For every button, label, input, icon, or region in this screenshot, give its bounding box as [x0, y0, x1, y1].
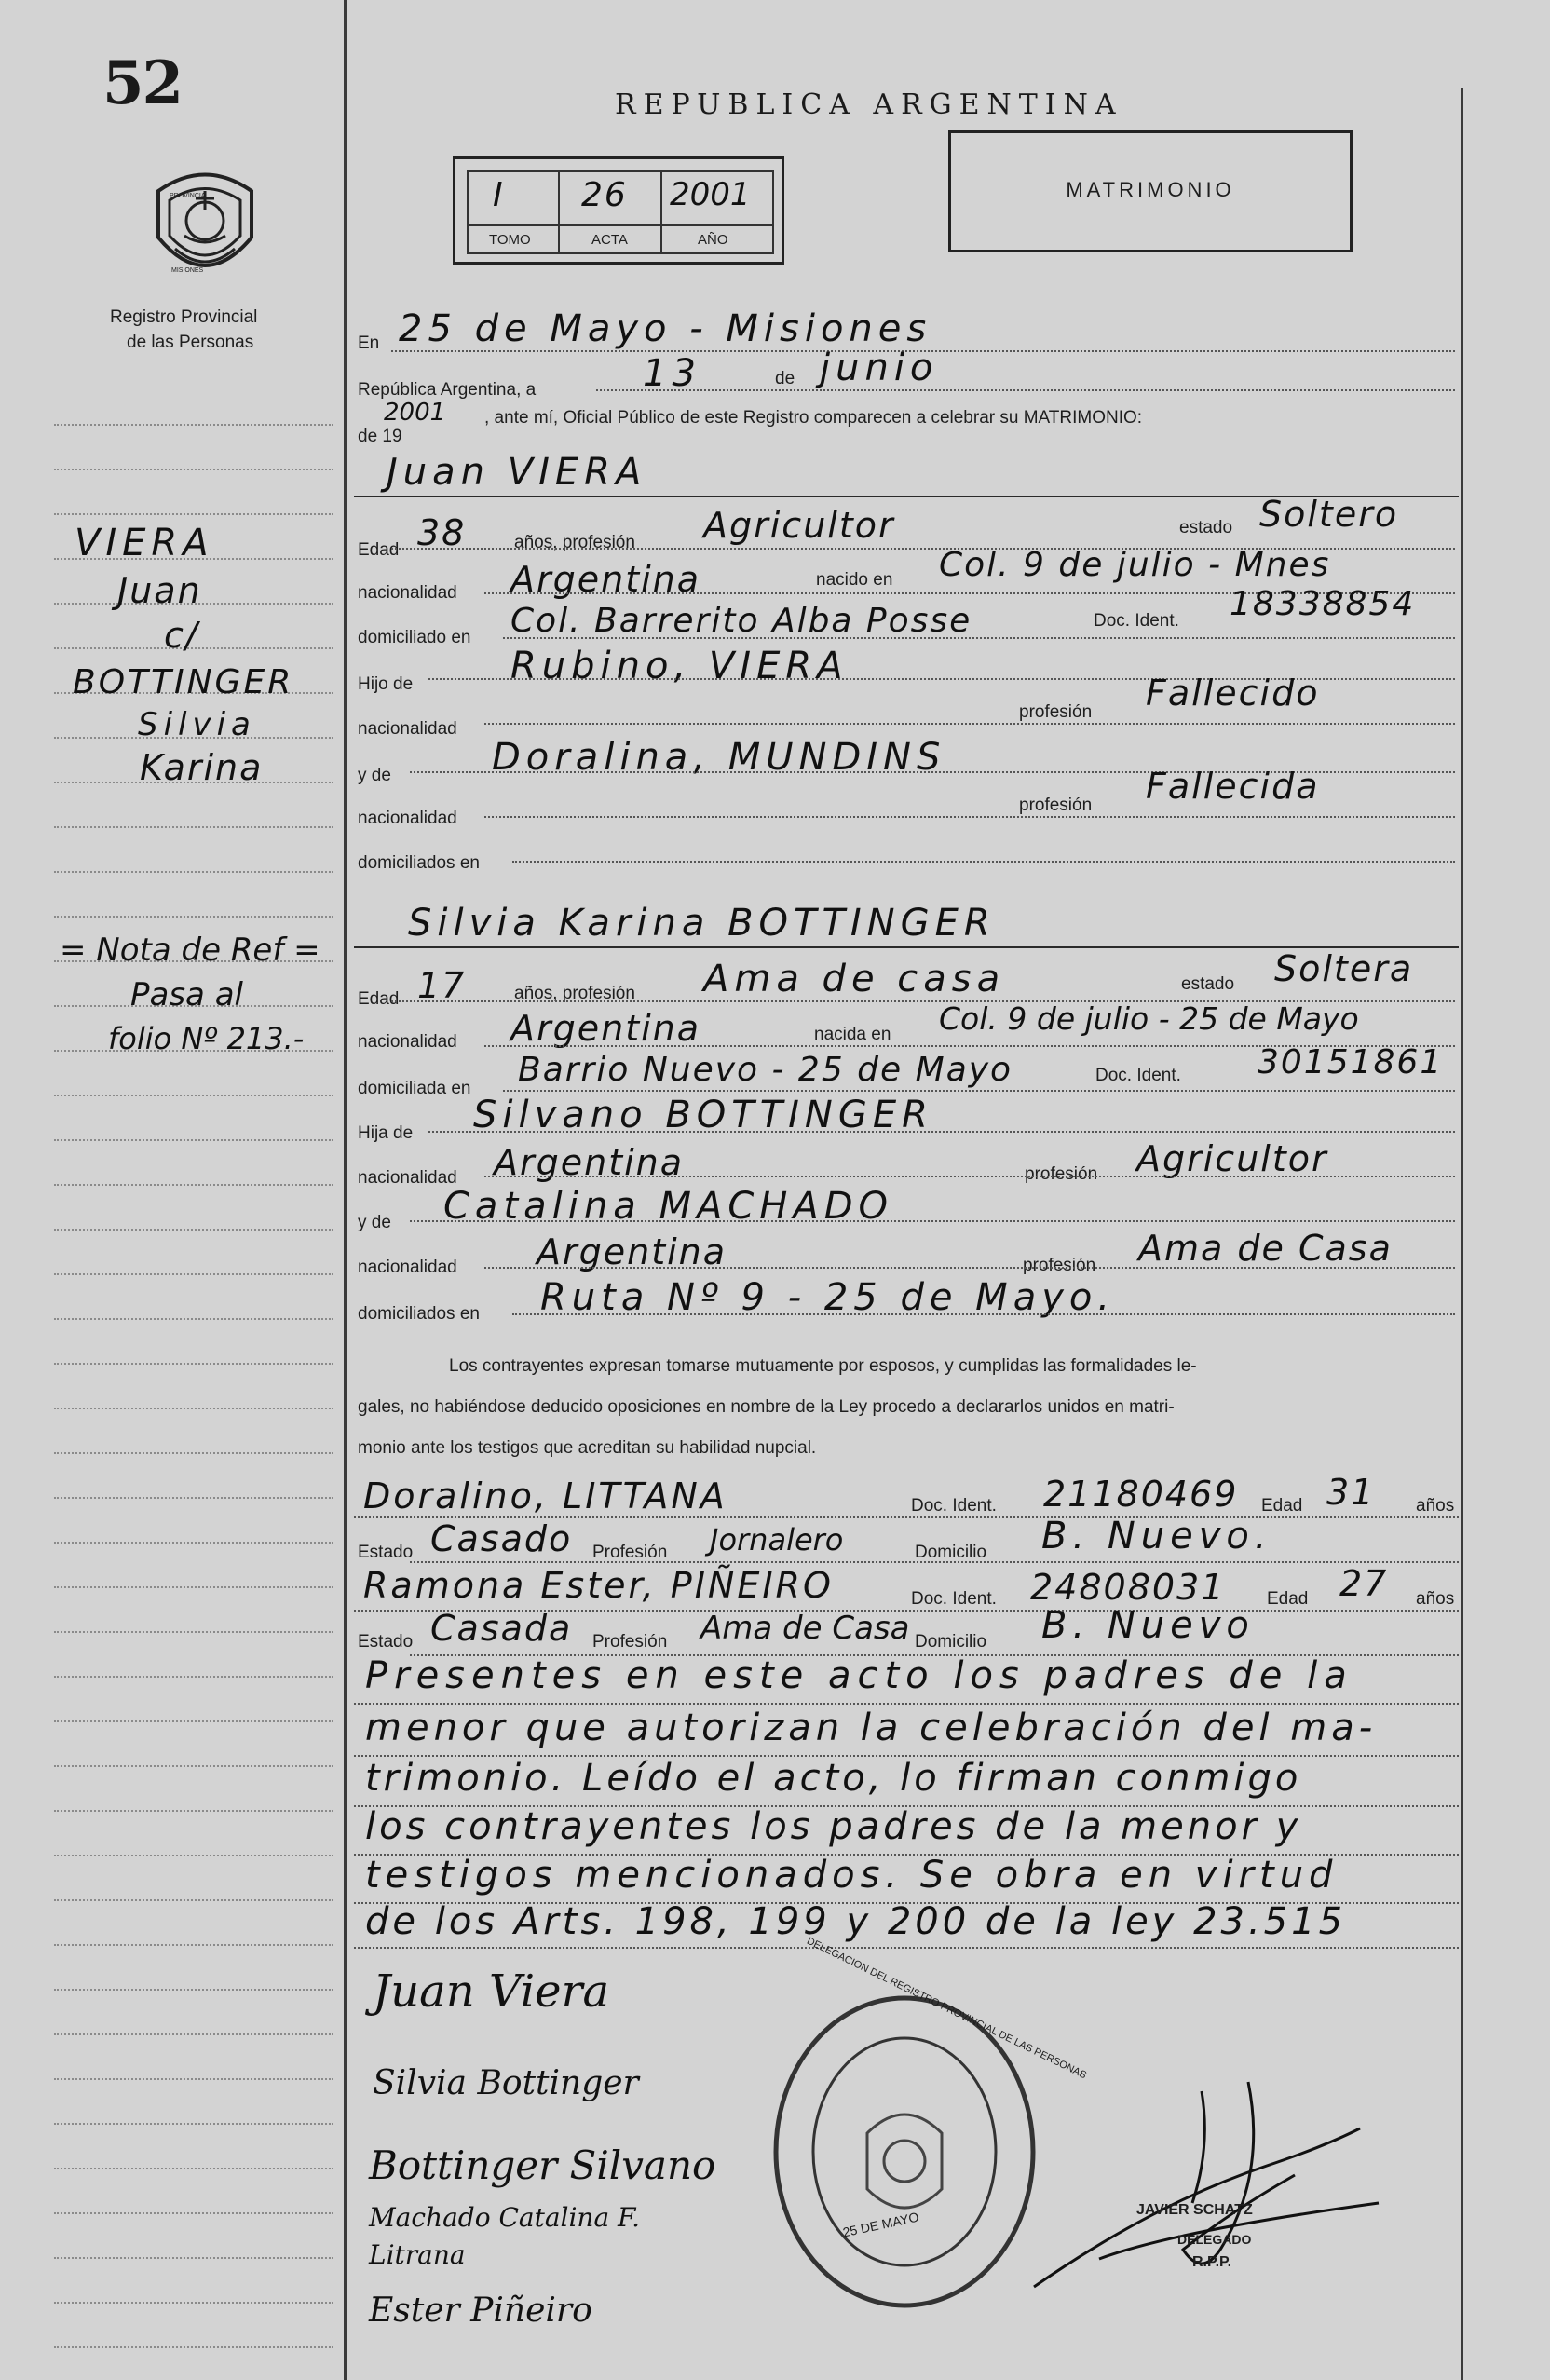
registry-line1: Registro Provincial: [110, 307, 258, 327]
signature-bride: Silvia Bottinger: [373, 2064, 639, 2102]
margin-rule-line: [54, 2212, 333, 2214]
bride-doc-label: Doc. Ident.: [1095, 1066, 1181, 1085]
acta-label: ACTA: [591, 232, 628, 248]
witness2-dom: B. Nuevo: [1041, 1604, 1255, 1647]
witness1-dom-label: Domicilio: [915, 1543, 987, 1562]
margin-rule-line: [54, 1452, 333, 1454]
rule: [354, 1947, 1459, 1949]
rule: [503, 637, 1455, 639]
bride-yde-label: y de: [358, 1213, 391, 1232]
groom-name: Juan VIERA: [387, 451, 647, 494]
groom-nac: Argentina: [510, 559, 701, 600]
witness2-estado-label: Estado: [358, 1632, 414, 1652]
margin-rule-line: [54, 1542, 333, 1544]
margin-nota3: folio Nº 213.-: [108, 1021, 305, 1056]
margin-c: c/: [164, 615, 199, 656]
bride-fprof-label: profesión: [1025, 1164, 1098, 1184]
bride-fnac: Argentina: [494, 1142, 685, 1183]
day-value: 13: [643, 352, 701, 395]
crest-text-bottom: MISIONES: [171, 267, 204, 274]
margin-rule-line: [54, 469, 333, 470]
margin-rule-line: [54, 424, 333, 426]
margin-rule-line: [54, 2257, 333, 2259]
rule: [484, 816, 1455, 818]
groom-fprof: Fallecido: [1146, 673, 1320, 714]
margin-rule-line: [54, 2168, 333, 2169]
groom-mprof: Fallecida: [1146, 766, 1320, 807]
acta-value: 26: [581, 176, 628, 214]
bride-fprof: Agricultor: [1136, 1138, 1328, 1179]
groom-edad: 38: [417, 512, 467, 553]
note-line-6: de los Arts. 198, 199 y 200 de la ley 23.515: [365, 1900, 1347, 1943]
bride-fnac-label: nacionalidad: [358, 1168, 457, 1188]
ano-label: AÑO: [698, 232, 728, 248]
margin-nota1: = Nota de Ref =: [60, 932, 320, 969]
rule: [512, 861, 1455, 863]
signature-witness1: Litrana: [369, 2239, 466, 2270]
witness2-doc-label: Doc. Ident.: [911, 1589, 997, 1609]
month-value: junio: [820, 347, 939, 389]
bride-father: Silvano BOTTINGER: [473, 1094, 933, 1136]
bride-profesion-label: años, profesión: [514, 984, 635, 1003]
signature-witness2: Ester Piñeiro: [369, 2292, 592, 2330]
margin-rule-line: [54, 2123, 333, 2125]
margin-rule-line: [54, 513, 333, 515]
witness2-edad-label: Edad: [1267, 1589, 1309, 1609]
margin-rule-line: [54, 2302, 333, 2304]
witness1-edad: 31: [1326, 1472, 1376, 1513]
groom-hijo-label: Hijo de: [358, 674, 414, 694]
year-printed: de 19: [358, 427, 402, 446]
bride-domic-label: domiciliados en: [358, 1304, 480, 1324]
margin-rule-line: [54, 1720, 333, 1722]
bride-profesion: Ama de casa: [703, 958, 1006, 1000]
de-label: de: [775, 369, 795, 388]
rule: [410, 1561, 1459, 1563]
bride-nac-label: nacionalidad: [358, 1032, 457, 1052]
record-type: MATRIMONIO: [1066, 178, 1235, 201]
bride-domic: Ruta Nº 9 - 25 de Mayo.: [540, 1276, 1116, 1319]
witness2-name: Ramona Ester, PIÑEIRO: [363, 1565, 834, 1606]
witness1-prof-label: Profesión: [592, 1543, 668, 1562]
rule: [484, 723, 1455, 725]
signature-bride-father: Bottinger Silvano: [369, 2142, 716, 2188]
groom-dom: Col. Barrerito Alba Posse: [510, 602, 972, 640]
bride-nacida: Col. 9 de julio - 25 de Mayo: [939, 1000, 1359, 1037]
margin-nota2: Pasa al: [130, 976, 243, 1013]
bride-edad-label: Edad: [358, 989, 400, 1009]
rule: [596, 389, 1455, 391]
margin-name2: Juan: [117, 570, 202, 611]
margin-name3: BOTTINGER: [73, 663, 294, 701]
seal-center-text: 25 DE MAYO: [841, 2209, 920, 2240]
witness2-anos-label: años: [1416, 1589, 1455, 1609]
margin-rule-line: [54, 1810, 333, 1812]
witness2-doc: 24808031: [1030, 1567, 1226, 1608]
rule: [484, 1267, 1455, 1269]
declaration-line1: Los contrayentes expresan tomarse mutuamente por esposos, y cumplidas las formalidades le-: [449, 1356, 1197, 1376]
margin-rule-line: [54, 2033, 333, 2035]
witness1-anos-label: años: [1416, 1496, 1455, 1516]
bride-nacida-label: nacida en: [814, 1025, 891, 1044]
witness2-prof-label: Profesión: [592, 1632, 668, 1652]
margin-rule-line: [54, 1095, 333, 1096]
note-line-3: trimonio. Leído el acto, lo firman conmigo: [365, 1757, 1302, 1800]
rule: [354, 1703, 1459, 1705]
margin-rule-line: [54, 1765, 333, 1767]
margin-name1: VIERA: [75, 522, 214, 564]
groom-profesion: Agricultor: [703, 505, 895, 546]
intro-statement: , ante mí, Oficial Público de este Registro comparecen a celebrar su MATRIMONIO:: [484, 408, 1143, 428]
official-title: DELEGADO: [1177, 2232, 1252, 2247]
groom-fnac-label: nacionalidad: [358, 719, 457, 739]
groom-nacido-label: nacido en: [816, 570, 893, 590]
margin-rule-line: [54, 1229, 333, 1231]
margin-rule-line: [54, 1497, 333, 1499]
bride-nac: Argentina: [510, 1008, 701, 1049]
margin-rule-line: [54, 1631, 333, 1633]
witness2-edad: 27: [1339, 1563, 1389, 1604]
groom-nacido: Col. 9 de julio - Mnes: [939, 546, 1331, 584]
bride-estado: Soltera: [1274, 948, 1414, 989]
groom-doc: 18338854: [1230, 585, 1416, 623]
margin-rule-line: [54, 871, 333, 873]
margin-rule-line: [54, 1944, 333, 1946]
declaration-line3: monio ante los testigos que acreditan su habilidad nupcial.: [358, 1438, 817, 1458]
declaration-line2: gales, no habiéndose deducido oposiciones en nombre de la Ley procedo a declararlos unidos en matri-: [358, 1397, 1175, 1417]
rule: [503, 1090, 1455, 1092]
registry-line2: de las Personas: [127, 333, 254, 352]
groom-nac-label: nacionalidad: [358, 583, 457, 603]
province-crest-icon: [149, 163, 261, 289]
place-value: 25 de Mayo - Misiones: [399, 307, 932, 350]
signature-groom: Juan Viera: [373, 1965, 610, 2018]
margin-rule-line: [54, 1408, 333, 1409]
note-line-1: Presentes en este acto los padres de la: [365, 1654, 1353, 1697]
tomo-value: I: [493, 176, 505, 214]
bride-doc: 30151861: [1258, 1043, 1444, 1081]
official-office: R.P.P.: [1192, 2254, 1232, 2270]
witness1-estado: Casado: [430, 1518, 573, 1559]
margin-rule-line: [54, 1899, 333, 1901]
bride-mnac-label: nacionalidad: [358, 1258, 457, 1277]
margin-name4: Silvia: [138, 706, 256, 743]
groom-fprof-label: profesión: [1019, 702, 1093, 722]
margin-rule-line: [54, 2346, 333, 2348]
groom-domic-label: domiciliados en: [358, 853, 480, 873]
country-title: REPUBLICA ARGENTINA: [615, 88, 1123, 121]
groom-profesion-label: años, profesión: [514, 533, 635, 552]
bride-mprof-label: profesión: [1023, 1256, 1096, 1275]
witness1-estado-label: Estado: [358, 1543, 414, 1562]
margin-rule-line: [54, 1855, 333, 1856]
ano-value: 2001: [670, 176, 751, 213]
groom-mnac-label: nacionalidad: [358, 809, 457, 828]
witness2-estado: Casada: [430, 1608, 573, 1649]
rule: [512, 1313, 1455, 1315]
margin-rule-line: [54, 826, 333, 828]
right-rule: [1461, 88, 1463, 2380]
groom-estado: Soltero: [1259, 494, 1399, 535]
witness1-dom: B. Nuevo.: [1041, 1515, 1272, 1557]
record-number-box: [453, 156, 784, 265]
en-label: En: [358, 333, 380, 353]
groom-estado-label: estado: [1179, 518, 1233, 537]
note-line-4: los contrayentes los padres de la menor y: [365, 1805, 1302, 1848]
bride-name: Silvia Karina BOTTINGER: [408, 902, 996, 945]
rule: [410, 1220, 1455, 1222]
margin-rule-line: [54, 1184, 333, 1186]
groom-dom-label: domiciliado en: [358, 628, 471, 647]
margin-rule-line: [54, 2078, 333, 2080]
page-number: 52: [102, 48, 183, 118]
groom-mprof-label: profesión: [1019, 796, 1093, 815]
witness2-dom-label: Domicilio: [915, 1632, 987, 1652]
rule: [484, 1176, 1455, 1177]
margin-rule-line: [54, 916, 333, 918]
republica-label: República Argentina, a: [358, 380, 537, 400]
note-line-2: menor que autorizan la celebración del ma-: [365, 1707, 1378, 1749]
witness1-name: Doralino, LITTANA: [363, 1476, 727, 1516]
bride-mother: Catalina MACHADO: [443, 1185, 893, 1228]
margin-rule-line: [54, 1318, 333, 1320]
witness2-prof: Ama de Casa: [700, 1610, 910, 1647]
groom-mother: Doralina, MUNDINS: [492, 736, 946, 779]
note-line-5: testigos mencionados. Se obra en virtud: [365, 1854, 1339, 1897]
rule: [428, 1131, 1455, 1133]
margin-rule-line: [54, 1139, 333, 1141]
margin-rule-line: [54, 1586, 333, 1588]
bride-estado-label: estado: [1181, 974, 1235, 994]
witness1-doc-label: Doc. Ident.: [911, 1496, 997, 1516]
record-type-box: [948, 130, 1353, 252]
official-name: JAVIER SCHATZ: [1136, 2202, 1253, 2218]
groom-yde-label: y de: [358, 766, 391, 785]
bride-dom: Barrio Nuevo - 25 de Mayo: [518, 1051, 1013, 1089]
bride-hija-label: Hija de: [358, 1123, 414, 1143]
margin-rule-line: [54, 1273, 333, 1275]
signature-bride-mother: Machado Catalina F.: [369, 2202, 641, 2233]
witness1-doc: 21180469: [1043, 1474, 1239, 1515]
tomo-label: TOMO: [489, 232, 531, 248]
witness1-prof: Jornalero: [710, 1522, 844, 1557]
groom-father: Rubino, VIERA: [510, 645, 849, 687]
margin-name5: Karina: [140, 747, 264, 788]
bride-edad: 17: [417, 965, 467, 1006]
bride-mprof: Ama de Casa: [1138, 1228, 1393, 1269]
seal-ring-text: DELEGACION DEL REGISTRO PROVINCIAL DE LAS PERSONAS: [805, 1935, 1089, 2082]
crest-text-top: PROVINCIA: [170, 193, 206, 199]
bride-mnac: Argentina: [537, 1231, 727, 1272]
margin-rule-line: [54, 1989, 333, 1991]
witness1-edad-label: Edad: [1261, 1496, 1303, 1516]
bride-dom-label: domiciliada en: [358, 1079, 471, 1098]
margin-rule-line: [54, 1676, 333, 1678]
year-value: 2001: [384, 399, 446, 427]
margin-rule-line: [54, 1363, 333, 1365]
groom-edad-label: Edad: [358, 540, 400, 560]
groom-doc-label: Doc. Ident.: [1094, 611, 1179, 631]
margin-rule: [344, 0, 347, 2380]
